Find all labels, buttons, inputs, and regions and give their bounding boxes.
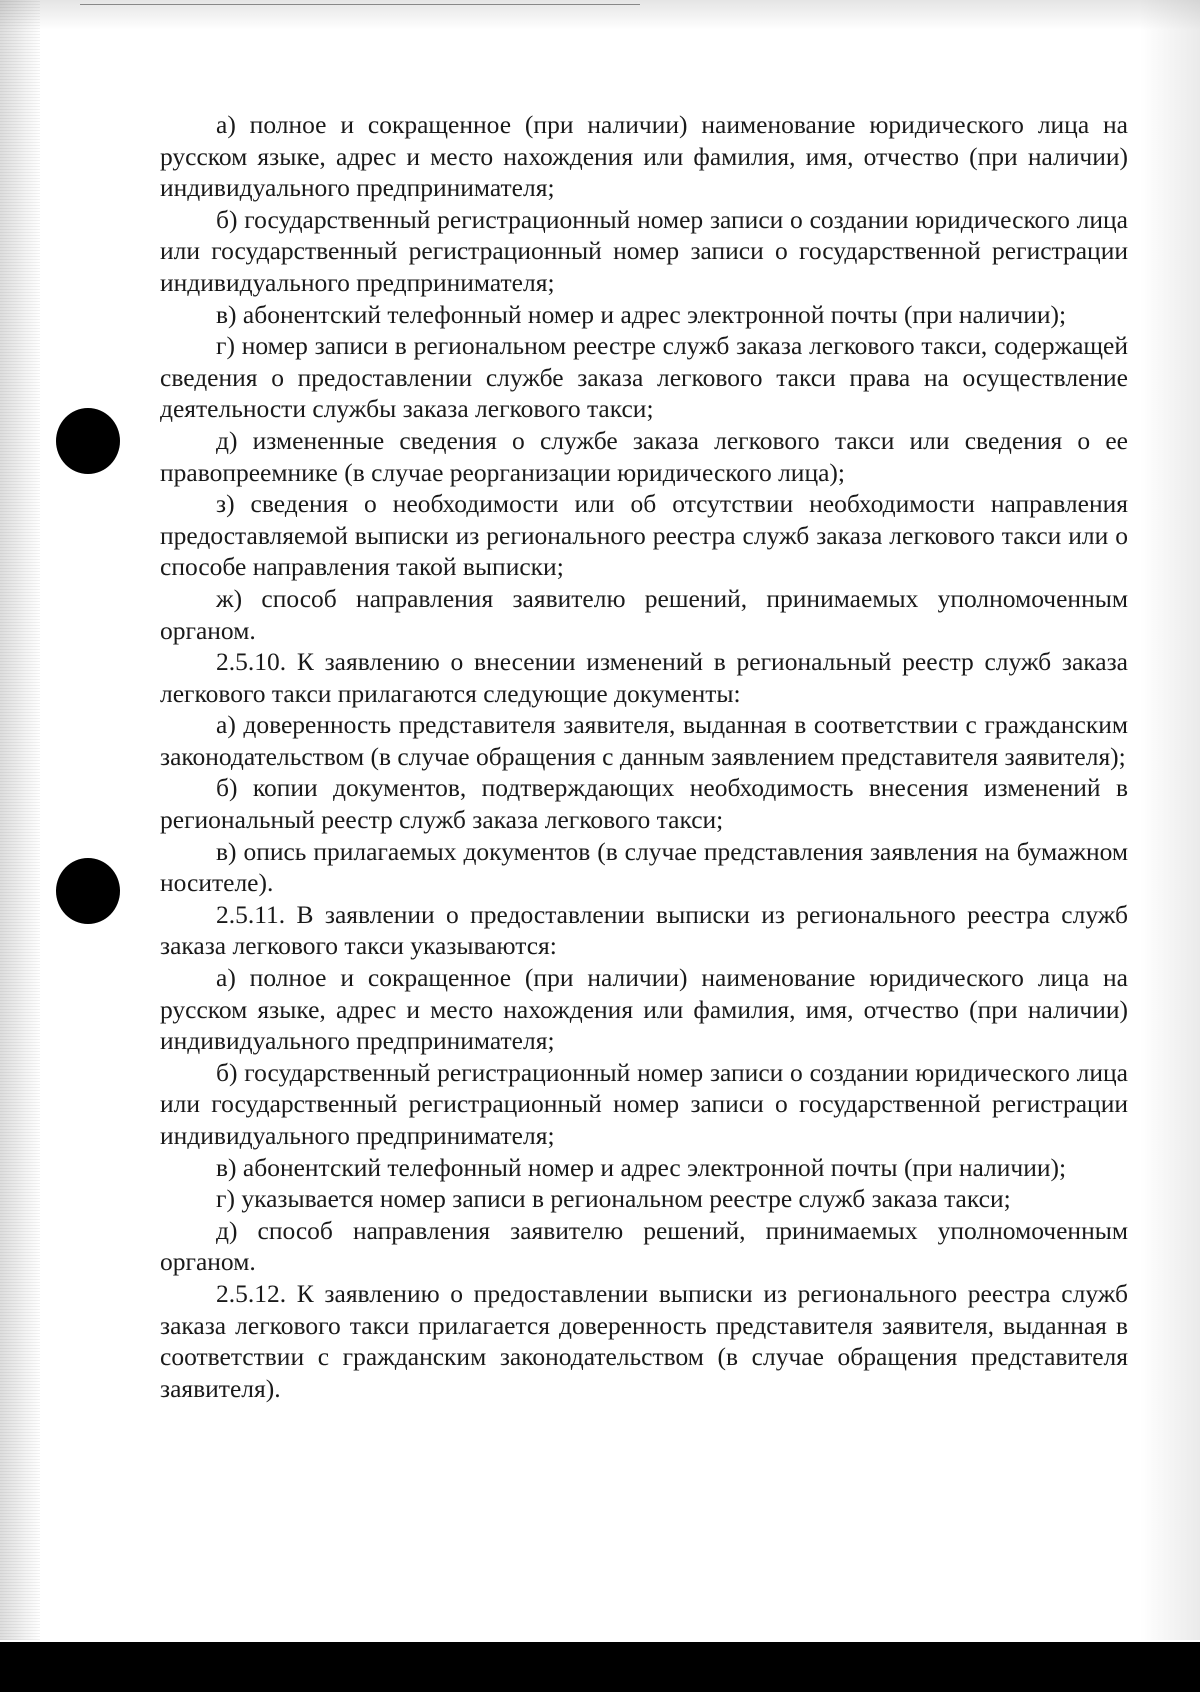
paragraph: д) измененные сведения о службе заказа легкового такси или сведения о ее правопреемнике (в случае реорганизации юридического лица); xyxy=(160,425,1128,487)
punch-hole-bottom xyxy=(56,858,120,924)
paragraph: б) государственный регистрационный номер записи о создании юридического лица или государственный регистрационный номер записи о государственной регистрации индивидуального предпринимателя; xyxy=(160,204,1128,297)
paragraph: а) полное и сокращенное (при наличии) наименование юридического лица на русском языке, адрес и место нахождения или фамилия, имя, отчество (при наличии) индивидуального предпринимателя; xyxy=(160,963,1128,1056)
scan-left-edge xyxy=(0,0,40,1640)
paragraph: б) копии документов, подтверждающих необходимость внесения изменений в региональный реестр служб заказа легкового такси; xyxy=(160,773,1128,835)
section-heading-2-5-10: 2.5.10. К заявлению о внесении изменений в региональный реестр служб заказа легкового такси прилагаются следующие документы: xyxy=(160,647,1128,708)
scan-right-edge xyxy=(1140,0,1200,1640)
section-heading-2-5-12: 2.5.12. К заявлению о предоставлении выписки из регионального реестра служб заказа легкового такси прилагается доверенность представителя заявителя, выданная в соответствии с гражданским законодательством (в случае обращения представителя заявителя). xyxy=(160,1278,1128,1403)
paragraph: в) опись прилагаемых документов (в случае представления заявления на бумажном носителе). xyxy=(160,836,1128,898)
paragraph: в) абонентский телефонный номер и адрес электронной почты (при наличии); xyxy=(216,299,1067,329)
punch-hole-top xyxy=(56,408,120,474)
paragraph: з) сведения о необходимости или об отсутствии необходимости направления предоставляемой выписки из регионального реестра служб заказа легкового такси или о способе направления такой выписки; xyxy=(160,489,1128,582)
section-heading-2-5-11: 2.5.11. В заявлении о предоставлении выписки из регионального реестра служб заказа легкового такси указываются: xyxy=(160,899,1128,961)
document-body xyxy=(160,109,1128,1404)
paragraph: ж) способ направления заявителю решений, принимаемых уполномоченным органом. xyxy=(160,583,1128,645)
scan-bottom-bar xyxy=(0,1642,1200,1692)
paragraph: а) полное и сокращенное (при наличии) наименование юридического лица на русском языке, адрес и место нахождения или фамилия, имя, отчество (при наличии) индивидуального предпринимателя; xyxy=(160,110,1128,203)
paragraph: а) доверенность представителя заявителя, выданная в соответствии с гражданским законодательством (в случае обращения с данным заявлением представителя заявителя); xyxy=(160,710,1128,771)
paragraph: г) номер записи в региональном реестре служб заказа легкового такси, содержащей сведения о предоставлении службе заказа легкового такси права на осуществление деятельности службы заказа легкового такси; xyxy=(160,331,1128,424)
paragraph: в) абонентский телефонный номер и адрес электронной почты (при наличии); xyxy=(216,1152,1067,1182)
paragraph: г) указывается номер записи в региональном реестре служб заказа такси; xyxy=(216,1184,1011,1214)
top-edge-line xyxy=(80,4,640,5)
paragraph: д) способ направления заявителю решений, принимаемых уполномоченным органом. xyxy=(160,1215,1128,1277)
paragraph: б) государственный регистрационный номер записи о создании юридического лица или государственный регистрационный номер записи о государственной регистрации индивидуального предпринимателя; xyxy=(160,1057,1128,1150)
